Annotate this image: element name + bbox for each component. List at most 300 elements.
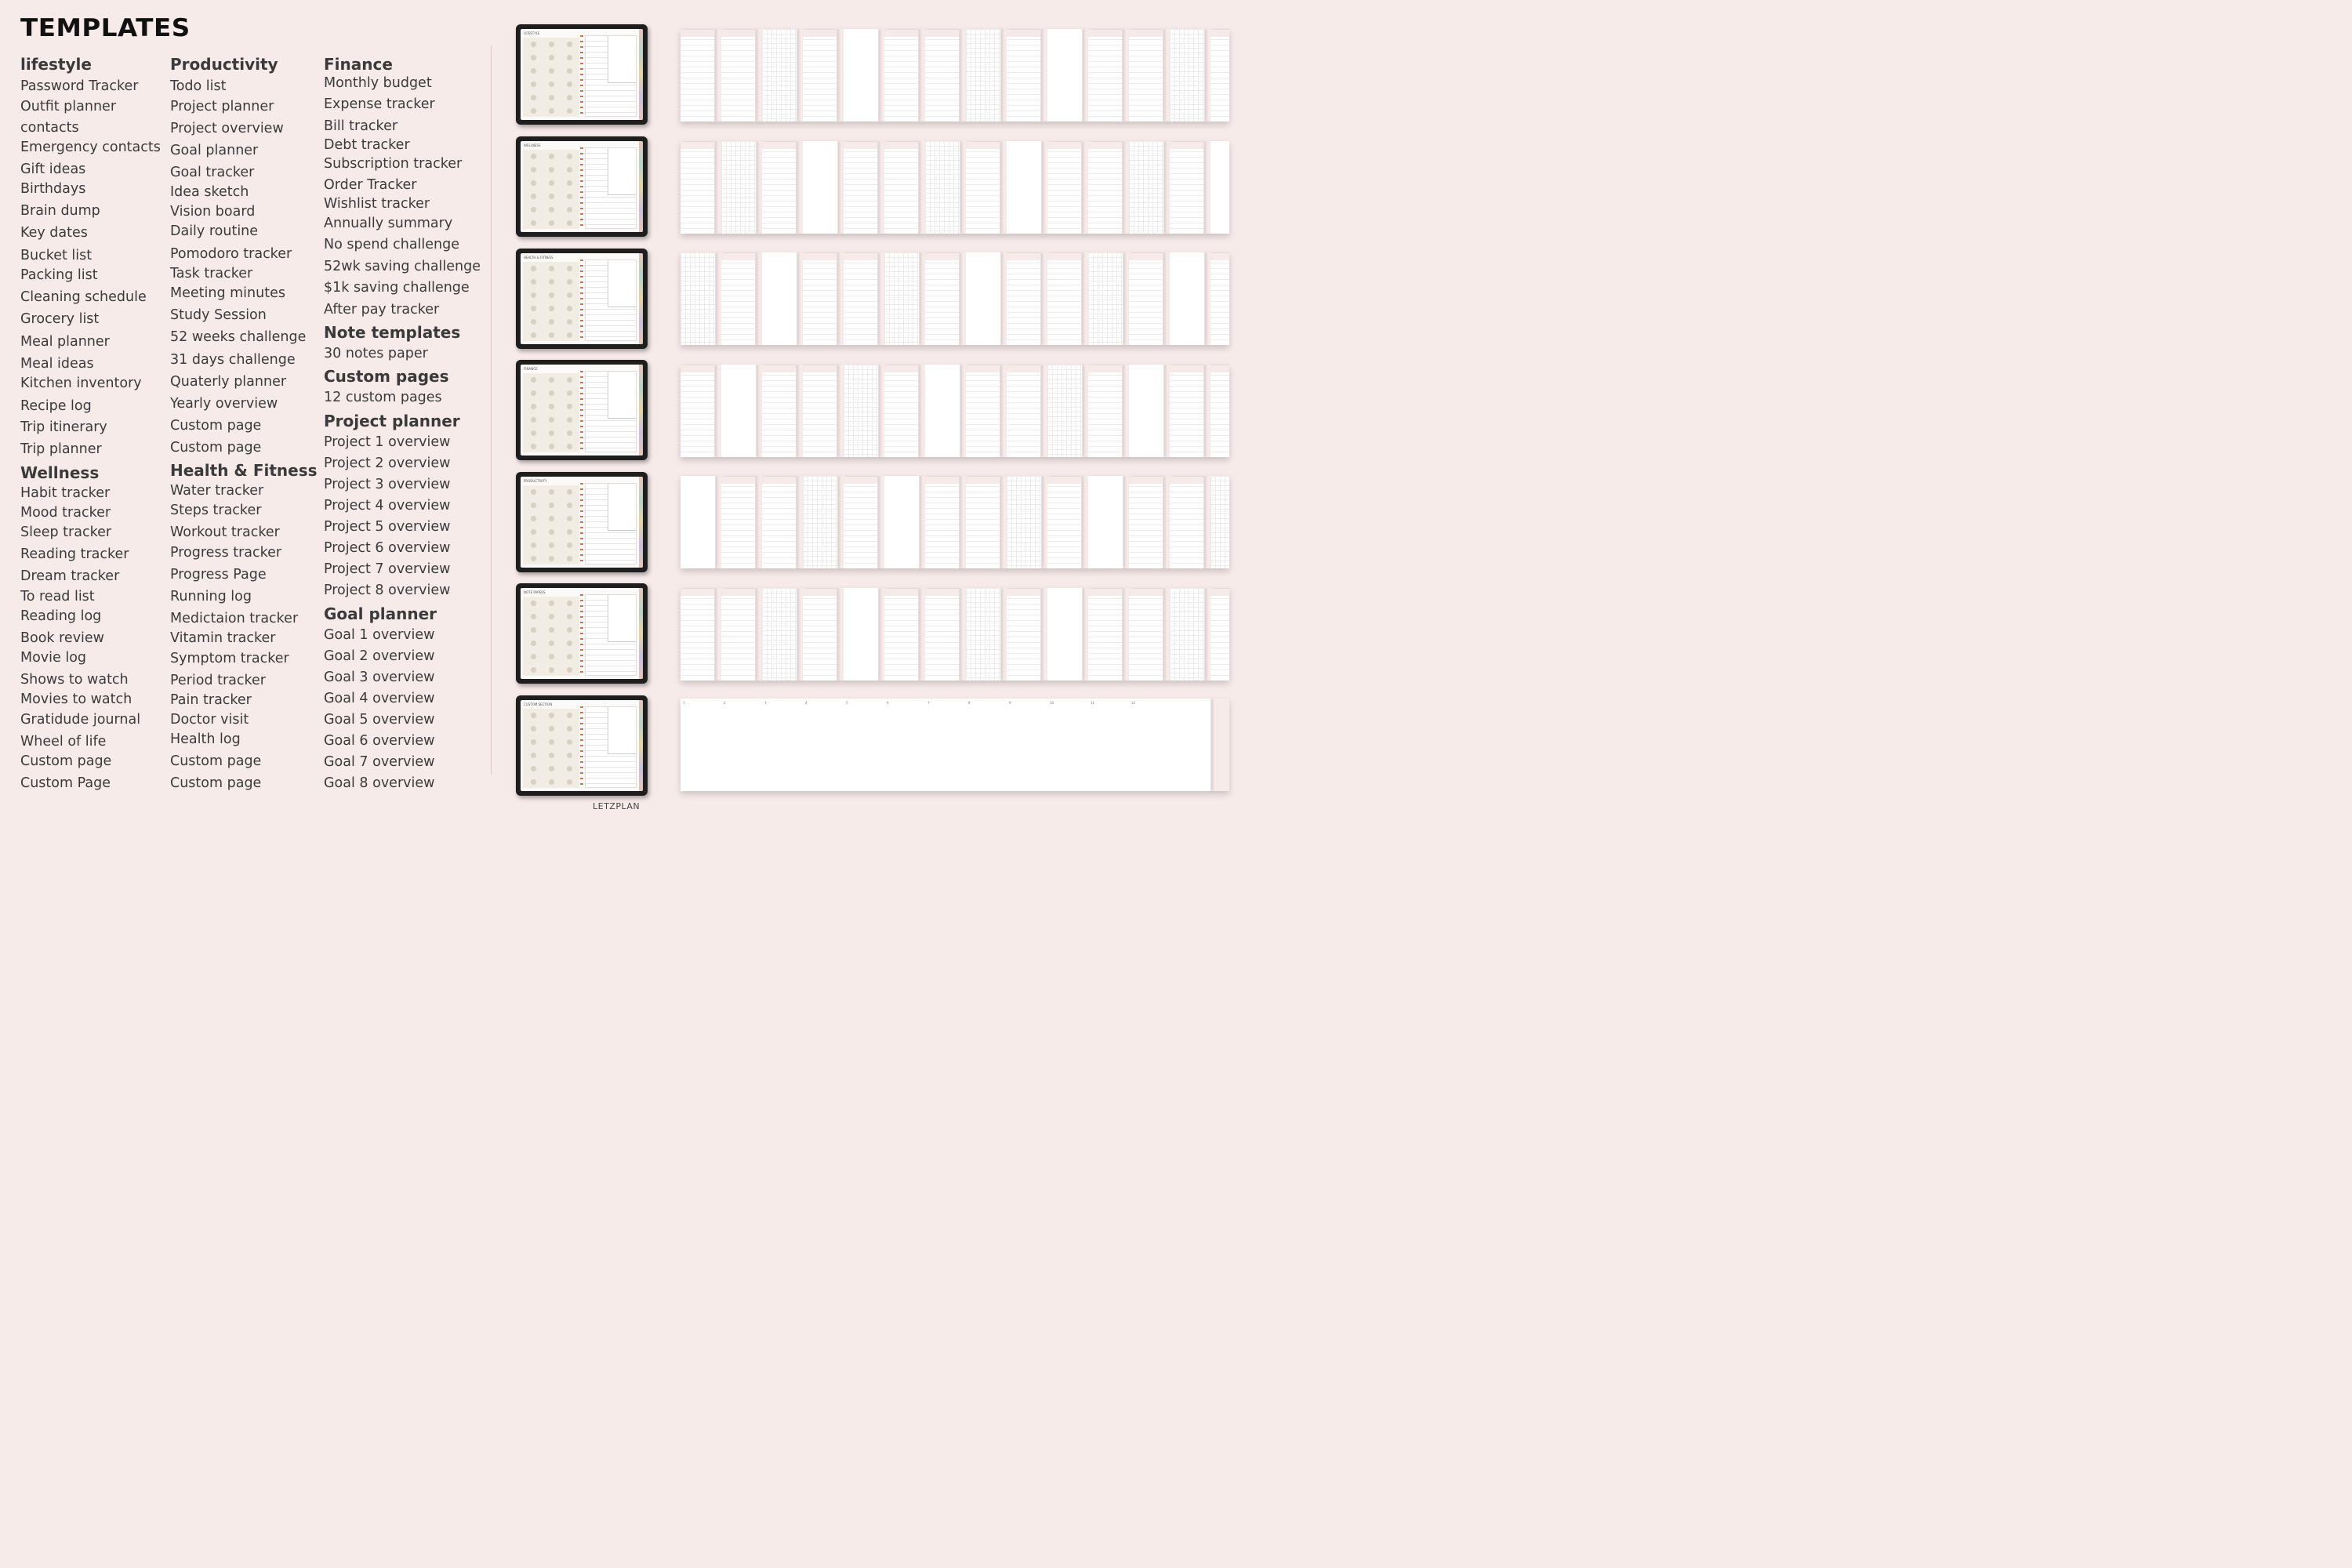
template-icon (531, 266, 536, 271)
list-item: Kitchen inventory (20, 376, 142, 391)
page-thumbnail (762, 141, 797, 234)
list-item: Mood tracker (20, 505, 111, 521)
page-thumbnail (925, 588, 960, 681)
template-icon (567, 726, 572, 731)
tablet-screen (521, 29, 643, 120)
page-thumbnail (1129, 29, 1163, 122)
tablet-preview (516, 24, 648, 125)
custom-page-number: 4 (805, 701, 808, 705)
list-item: Wishlist tracker (324, 196, 430, 212)
template-icon (567, 220, 572, 226)
list-item: Trip itinerary (20, 419, 107, 435)
list-item: Idea sketch (170, 184, 249, 200)
list-item: Study Session (170, 307, 267, 323)
template-icon (531, 444, 536, 449)
template-icon (531, 739, 536, 745)
template-icon (567, 404, 572, 409)
custom-page-number: 3 (764, 701, 767, 705)
tablet-icon-grid (523, 373, 579, 452)
template-icon (549, 95, 554, 100)
list-item: Project 1 overview (324, 434, 451, 450)
tablet-preview (516, 360, 648, 460)
tablet-screen (521, 253, 643, 344)
template-icon (531, 42, 536, 47)
custom-page-thumbnail (803, 699, 844, 791)
tablet-notes-page (585, 147, 637, 229)
template-icon (567, 42, 572, 47)
list-item: After pay tracker (324, 302, 440, 318)
page-thumbnail (1007, 29, 1041, 122)
template-icon (531, 667, 536, 673)
list-item: Goal 1 overview (324, 627, 435, 643)
list-item: Goal tracker (170, 165, 255, 180)
tablet-preview (516, 136, 648, 237)
page-thumbnail (1210, 141, 1229, 234)
template-icon (567, 68, 572, 74)
list-item: Sleep tracker (20, 524, 112, 540)
page-thumbnail (925, 365, 960, 457)
list-item: Custom page (20, 753, 112, 769)
list-item: Expense tracker (324, 96, 435, 112)
list-item: Quaterly planner (170, 374, 287, 390)
page-thumbnail (762, 588, 797, 681)
column-divider (491, 45, 492, 775)
template-icon (531, 82, 536, 87)
template-icon (549, 108, 554, 114)
page-thumbnail (1210, 252, 1229, 345)
page-thumbnail (884, 141, 919, 234)
page-thumbnail (762, 252, 797, 345)
list-item: Bill tracker (324, 118, 398, 134)
page-thumbnail (884, 588, 919, 681)
template-icon (567, 194, 572, 199)
page-thumbnail (844, 476, 878, 568)
page-thumbnail (1088, 476, 1123, 568)
page-thumbnail (721, 252, 756, 345)
template-icon (549, 430, 554, 436)
template-icon (531, 68, 536, 74)
list-item: 12 custom pages (324, 390, 442, 405)
page-thumbnail (925, 476, 960, 568)
page-thumbnail (1088, 29, 1123, 122)
tablet-side-tabs (639, 365, 643, 456)
heading-productivity: Productivity (170, 55, 278, 74)
tablet-rings (580, 260, 583, 341)
list-item: Goal 7 overview (324, 754, 435, 770)
page-thumbnail-row (681, 29, 1229, 122)
list-item: Yearly overview (170, 396, 278, 412)
template-icon (549, 207, 554, 212)
list-item: Goal planner (170, 143, 259, 158)
template-icon (531, 489, 536, 495)
template-icon (549, 779, 554, 785)
tablet-notes-page (585, 706, 637, 788)
tablet-notes-page (585, 260, 637, 341)
tablet-preview (516, 695, 648, 796)
template-icon (549, 641, 554, 646)
template-icon (567, 207, 572, 212)
page-thumbnail (762, 29, 797, 122)
page-thumbnail (884, 252, 920, 345)
template-icon (549, 601, 554, 606)
template-icon (567, 444, 572, 449)
tablet-rings (580, 371, 583, 452)
list-item: Custom page (170, 418, 262, 434)
list-item: Doctor visit (170, 712, 249, 728)
list-item: Goal 2 overview (324, 648, 435, 664)
list-item: 31 days challenge (170, 352, 296, 368)
custom-page-thumbnail (1088, 699, 1130, 791)
custom-page-thumbnail (681, 699, 722, 791)
list-item: Project 3 overview (324, 477, 451, 492)
page-thumbnail (681, 252, 716, 345)
template-icon (549, 489, 554, 495)
page-thumbnail-row (681, 476, 1229, 568)
page-thumbnail (844, 588, 879, 681)
list-item: Health log (170, 731, 241, 747)
custom-page-thumbnail (721, 699, 763, 791)
template-icon (549, 292, 554, 298)
template-icon (531, 627, 536, 633)
page-thumbnail (1007, 476, 1042, 568)
template-icon (549, 194, 554, 199)
list-item: 52wk saving challenge (324, 259, 481, 274)
page-thumbnail-row (681, 252, 1229, 345)
template-icon (531, 180, 536, 186)
list-item: Goal 3 overview (324, 670, 435, 685)
page-thumbnail (966, 141, 1000, 234)
tablet-notes-box (608, 484, 636, 531)
template-icon (531, 641, 536, 646)
custom-page-thumbnail (844, 699, 885, 791)
template-icon (549, 516, 554, 521)
page-thumbnail (803, 476, 838, 568)
template-icon (531, 55, 536, 60)
tablet-icon-grid (523, 262, 579, 341)
list-item: Movie log (20, 650, 87, 666)
template-icon (549, 627, 554, 633)
list-item: Task tracker (170, 266, 253, 281)
template-icon (549, 42, 554, 47)
page-thumbnail (1210, 588, 1229, 681)
tablet-screen (521, 700, 643, 791)
list-item: Subscription tracker (324, 156, 463, 172)
page-thumbnail (1129, 252, 1163, 345)
page-thumbnail (721, 588, 756, 681)
template-icon (531, 726, 536, 731)
template-icon (549, 556, 554, 561)
template-icon (531, 306, 536, 311)
template-icon (567, 55, 572, 60)
list-item: Goal 5 overview (324, 712, 435, 728)
list-item: To read list (20, 589, 95, 604)
page-thumbnail (721, 29, 756, 122)
list-item: No spend challenge (324, 237, 460, 252)
list-item: Medictaion tracker (170, 611, 299, 626)
page-thumbnail-row (681, 365, 1229, 457)
custom-page-thumbnail (925, 699, 967, 791)
template-icon (549, 154, 554, 159)
tablet-section-label: FINANCE (524, 367, 538, 371)
page-thumbnail (1129, 588, 1163, 681)
template-icon (531, 220, 536, 226)
page-thumbnail (1088, 588, 1123, 681)
page-thumbnail (925, 252, 960, 345)
page-thumbnail (1170, 141, 1204, 234)
list-item: Project 4 overview (324, 498, 451, 514)
page-thumbnail (1088, 141, 1123, 234)
page-thumbnail (1210, 365, 1229, 457)
list-item: Annually summary (324, 216, 453, 231)
template-icon (549, 55, 554, 60)
heading-project-planner: Project planner (324, 412, 460, 430)
custom-page-number: 2 (724, 701, 726, 705)
template-icon (567, 489, 572, 495)
list-item: Packing list (20, 267, 98, 283)
page-thumbnail (966, 476, 1000, 568)
list-item: contacts (20, 120, 79, 136)
list-item: Debt tracker (324, 137, 410, 153)
tablet-rings (580, 706, 583, 788)
template-icon (531, 601, 536, 606)
page-thumbnail (721, 141, 757, 234)
list-item: Symptom tracker (170, 651, 289, 666)
page-thumbnail (721, 365, 757, 457)
tablet-icon-grid (523, 597, 579, 676)
list-item: Project 5 overview (324, 519, 451, 535)
template-icon (531, 332, 536, 338)
template-icon (567, 180, 572, 186)
page-thumbnail (1007, 365, 1041, 457)
list-item: Dream tracker (20, 568, 120, 584)
template-icon (549, 220, 554, 226)
template-icon (531, 95, 536, 100)
tablet-icon-grid (523, 38, 579, 117)
list-item: Vitamin tracker (170, 630, 276, 646)
tablet-notes-page (585, 594, 637, 676)
template-icon (549, 319, 554, 325)
page-thumbnail (681, 29, 715, 122)
page-thumbnail (966, 29, 1001, 122)
custom-page-number: 9 (1009, 701, 1011, 705)
template-icon (567, 516, 572, 521)
page-thumbnail (803, 141, 838, 234)
page-thumbnail (966, 252, 1001, 345)
template-icon (549, 82, 554, 87)
page-thumbnail (844, 141, 878, 234)
heading-health-fitness: Health & Fitness (170, 461, 318, 480)
tablet-notes-page (585, 371, 637, 452)
list-item: Steps tracker (170, 503, 262, 518)
template-icon (567, 154, 572, 159)
page-thumbnail (803, 29, 837, 122)
list-item: Brain dump (20, 203, 100, 219)
list-item: Habit tracker (20, 485, 111, 501)
template-icon (549, 726, 554, 731)
page-thumbnail (803, 365, 837, 457)
tablet-rings (580, 35, 583, 117)
list-item: Grocery list (20, 311, 100, 327)
custom-page-number: 11 (1091, 701, 1095, 705)
custom-page-number: 8 (968, 701, 971, 705)
list-item: Project 8 overview (324, 583, 451, 598)
template-icon (531, 194, 536, 199)
template-icon (531, 753, 536, 758)
tablet-side-tabs (639, 477, 643, 568)
tablet-side-tabs (639, 588, 643, 679)
template-icon (549, 180, 554, 186)
page-thumbnail (681, 141, 715, 234)
tablet-rings (580, 147, 583, 229)
custom-page-thumbnail (884, 699, 926, 791)
template-icon (567, 108, 572, 114)
list-item: Reading log (20, 608, 102, 624)
page-thumbnail (681, 476, 716, 568)
template-icon (531, 404, 536, 409)
template-icon (567, 279, 572, 285)
list-item: Bucket list (20, 248, 93, 263)
list-item: Pomodoro tracker (170, 246, 292, 262)
list-item: Goal 6 overview (324, 733, 435, 749)
tablet-notes-page (585, 483, 637, 564)
template-icon (567, 641, 572, 646)
custom-page-number: 1 (683, 701, 685, 705)
page-thumbnail (1170, 29, 1205, 122)
tablet-preview (516, 249, 648, 349)
tablet-notes-box (608, 36, 636, 83)
tablet-side-tabs (639, 253, 643, 344)
list-item: Wheel of life (20, 734, 107, 750)
page-thumbnail (925, 29, 960, 122)
page-thumbnail (1007, 588, 1041, 681)
template-icon (567, 556, 572, 561)
custom-page-number: 6 (887, 701, 889, 705)
tablet-icon-grid (523, 709, 579, 788)
tablet-notes-box (608, 595, 636, 642)
template-icon (531, 279, 536, 285)
heading-note-templates: Note templates (324, 323, 461, 342)
template-icon (531, 292, 536, 298)
template-icon (567, 627, 572, 633)
page-thumbnail-row (681, 588, 1229, 681)
custom-page-thumbnail (762, 699, 804, 791)
heading-wellness: Wellness (20, 463, 100, 482)
template-icon (531, 207, 536, 212)
tablet-notes-box (608, 707, 636, 754)
list-item: Period tracker (170, 673, 267, 688)
template-icon (567, 377, 572, 383)
page-thumbnail (884, 29, 919, 122)
page-thumbnail (1170, 476, 1204, 568)
page-thumbnail (1047, 29, 1083, 122)
template-icon (531, 154, 536, 159)
template-icon (549, 739, 554, 745)
page-thumbnail (966, 365, 1000, 457)
template-icon (567, 503, 572, 508)
custom-page-number: 5 (846, 701, 848, 705)
page-thumbnail (844, 252, 878, 345)
page-thumbnail (1129, 476, 1163, 568)
page-thumbnail (1047, 588, 1083, 681)
template-icon (567, 529, 572, 535)
list-item: Book review (20, 630, 104, 646)
list-item: 30 notes paper (324, 346, 428, 361)
tablet-screen (521, 588, 643, 679)
template-icon (567, 753, 572, 758)
template-icon (549, 503, 554, 508)
tablet-notes-page (585, 35, 637, 117)
template-icon (567, 332, 572, 338)
template-icon (567, 319, 572, 325)
heading-finance: Finance (324, 55, 393, 74)
list-item: Workout tracker (170, 524, 280, 540)
list-item: Custom page (170, 775, 262, 791)
tablet-screen (521, 141, 643, 232)
list-item: Meal planner (20, 334, 110, 350)
list-item: Project 2 overview (324, 456, 451, 471)
tablet-preview (516, 472, 648, 572)
tablet-icon-grid (523, 485, 579, 564)
list-item: Trip planner (20, 441, 102, 457)
list-item: 52 weeks challenge (170, 329, 307, 345)
template-icon (567, 82, 572, 87)
template-icon (531, 377, 536, 383)
list-item: Daily routine (170, 223, 259, 239)
template-icon (531, 713, 536, 718)
page-thumbnail (1129, 365, 1164, 457)
template-icon (567, 739, 572, 745)
list-item: Goal 8 overview (324, 775, 435, 791)
page-thumbnail (803, 252, 837, 345)
custom-page-thumbnail (1047, 699, 1089, 791)
heading-goal-planner: Goal planner (324, 604, 437, 623)
custom-page-number: 12 (1131, 701, 1136, 705)
template-icon (567, 614, 572, 619)
list-item: Birthdays (20, 181, 86, 197)
template-icon (531, 503, 536, 508)
template-icon (567, 430, 572, 436)
template-icon (549, 279, 554, 285)
template-icon (531, 766, 536, 771)
template-icon (549, 543, 554, 548)
tablet-side-tabs (639, 141, 643, 232)
tablet-screen (521, 477, 643, 568)
list-item: Custom Page (20, 775, 111, 791)
custom-page-thumbnail (966, 699, 1007, 791)
custom-page-number: 7 (927, 701, 930, 705)
tablet-notes-box (608, 260, 636, 307)
list-item: Gift ideas (20, 162, 86, 177)
list-item: Monthly budget (324, 75, 432, 91)
page-thumbnail (1047, 252, 1082, 345)
tablet-side-tabs (639, 29, 643, 120)
list-item: Project planner (170, 99, 274, 114)
list-item: Outfit planner (20, 99, 117, 114)
page-thumbnail (1170, 588, 1205, 681)
template-icon (567, 543, 572, 548)
page-thumbnail (1047, 365, 1083, 457)
template-icon (549, 332, 554, 338)
list-item: Shows to watch (20, 672, 129, 688)
page-thumbnail (1047, 476, 1082, 568)
template-icon (549, 377, 554, 383)
tablet-notes-box (608, 372, 636, 419)
page-thumbnail (966, 588, 1001, 681)
page-thumbnail (681, 588, 715, 681)
template-icon (549, 306, 554, 311)
page-thumbnail (1088, 365, 1123, 457)
list-item: $1k saving challenge (324, 280, 470, 296)
